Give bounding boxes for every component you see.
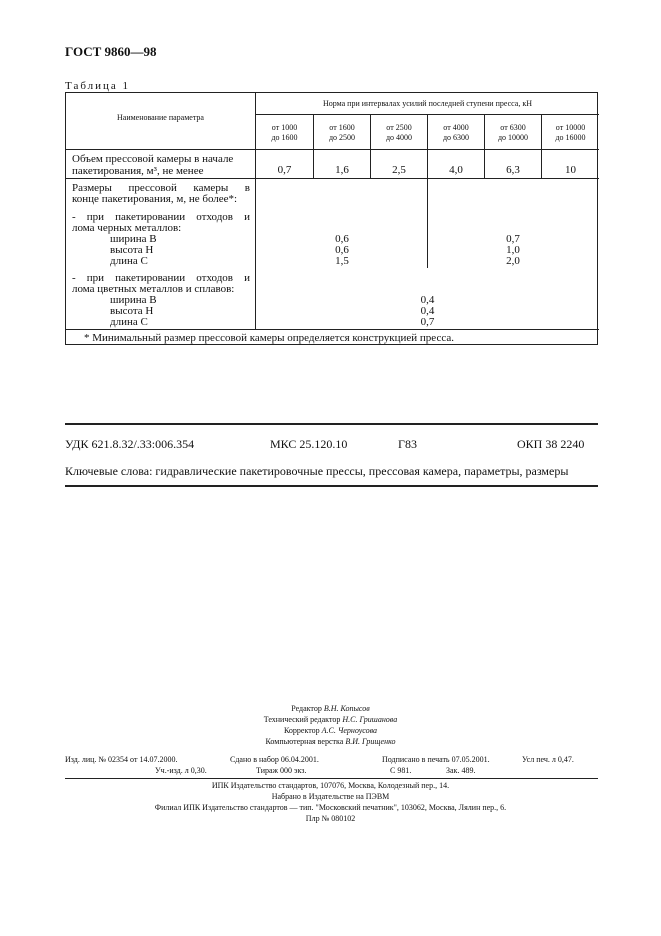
- plr-number: Плр № 080102: [305, 814, 356, 823]
- separator-line: [65, 485, 598, 487]
- volume-value: 2,5: [392, 164, 406, 176]
- range-cell: от 10000 до 16000: [555, 123, 586, 142]
- height-label: высота H: [110, 244, 154, 256]
- keywords: Ключевые слова: гидравлические пакетировочные прессы, прессовая камера, параметры, размеры: [65, 464, 569, 478]
- print-run: Тираж 000 экз.: [256, 766, 307, 775]
- range-cell: от 2500 до 4000: [385, 123, 413, 142]
- volume-value: 1,6: [335, 164, 349, 176]
- okp-code: ОКП 38 2240: [517, 437, 585, 451]
- separator-line: [65, 423, 598, 425]
- sizes-label-1: Размеры прессовой камеры в: [72, 182, 250, 194]
- nonferrous-value: 0,7: [420, 316, 435, 328]
- volume-label: Объем прессовой камеры в начале пакетирования, м³, не менее: [72, 153, 234, 177]
- height-label: высота H: [110, 305, 154, 317]
- typed-note: Набрано в Издательстве на ПЭВМ: [271, 792, 390, 801]
- license-text: Изд. лиц. № 02354 от 14.07.2000.: [65, 755, 178, 764]
- range-cell: от 4000 до 6300: [442, 123, 470, 142]
- volume-value: 6,3: [506, 164, 520, 176]
- branch-address: Филиал ИПК Издательство стандартов — тип. "Московский печатник", 103062, Москва, Лялин пер., 6.: [154, 803, 507, 812]
- ferrous-value: 1,0: [506, 244, 520, 256]
- table-footnote: * Минимальный размер прессовой камеры определяется конструкцией пресса.: [84, 332, 454, 344]
- sizes-label-2: конце пакетирования, м, не более*:: [72, 193, 238, 205]
- udk-code: УДК 621.8.32/.33:006.354: [65, 437, 195, 451]
- order-c: С 981.: [390, 766, 412, 775]
- nonferrous-label-1: - при пакетировании отходов и: [72, 272, 250, 284]
- volume-value: 0,7: [277, 164, 292, 176]
- ferrous-label-2: лома черных металлов:: [72, 222, 182, 234]
- standard-title: ГОСТ 9860—98: [65, 44, 157, 59]
- range-cell: от 1000 до 1600: [271, 123, 298, 142]
- tech-editor-line: Технический редактор Н.С. Гришанова: [263, 715, 398, 724]
- width-label: ширина B: [110, 233, 157, 245]
- layout-line: Компьютерная верстка В.И. Грищенко: [265, 737, 396, 746]
- ferrous-value: 0,7: [506, 233, 520, 245]
- volume-value: 10: [565, 164, 576, 176]
- ferrous-label-1: - при пакетировании отходов и: [72, 211, 250, 223]
- ferrous-value: 0,6: [335, 233, 349, 245]
- nonferrous-label-2: лома цветных металлов и сплавов:: [72, 283, 235, 295]
- mks-code: МКС 25.120.10: [270, 437, 348, 451]
- publisher-address: ИПК Издательство стандартов, 107076, Москва, Колодезный пер., 14.: [211, 781, 450, 790]
- signed-date: Подписано в печать 07.05.2001.: [382, 755, 490, 764]
- parameters-table: [65, 92, 598, 345]
- pub-sheets: Уч.-изд. л 0,30.: [155, 766, 207, 775]
- length-label: длина C: [110, 316, 148, 328]
- ferrous-value: 1,5: [335, 255, 349, 267]
- length-label: длина C: [110, 255, 148, 267]
- nonferrous-value: 0,4: [420, 294, 435, 306]
- norm-header: Норма при интервалах усилий последней ступени пресса, кН: [322, 99, 533, 108]
- volume-value: 4,0: [449, 164, 463, 176]
- editor-line: Редактор В.Н. Копысов: [291, 704, 370, 713]
- ferrous-value: 0,6: [335, 244, 349, 256]
- print-sheets: Усл печ. л 0,47.: [522, 755, 574, 764]
- separator-line: [65, 778, 598, 779]
- width-label: ширина B: [110, 294, 157, 306]
- table-label: Таблица 1: [65, 80, 131, 92]
- ferrous-value: 2,0: [506, 255, 520, 267]
- nonferrous-value: 0,4: [420, 305, 435, 317]
- param-header: Наименование параметра: [117, 113, 204, 122]
- range-cell: от 6300 до 10000: [497, 123, 529, 142]
- corrector-line: Корректор А.С. Черноусова: [283, 726, 378, 735]
- range-cell: от 1600 до 2500: [328, 123, 356, 142]
- typeset-date: Сдано в набор 06.04.2001.: [230, 755, 319, 764]
- order-number: Зак. 489.: [446, 766, 476, 775]
- g-code: Г83: [398, 437, 417, 451]
